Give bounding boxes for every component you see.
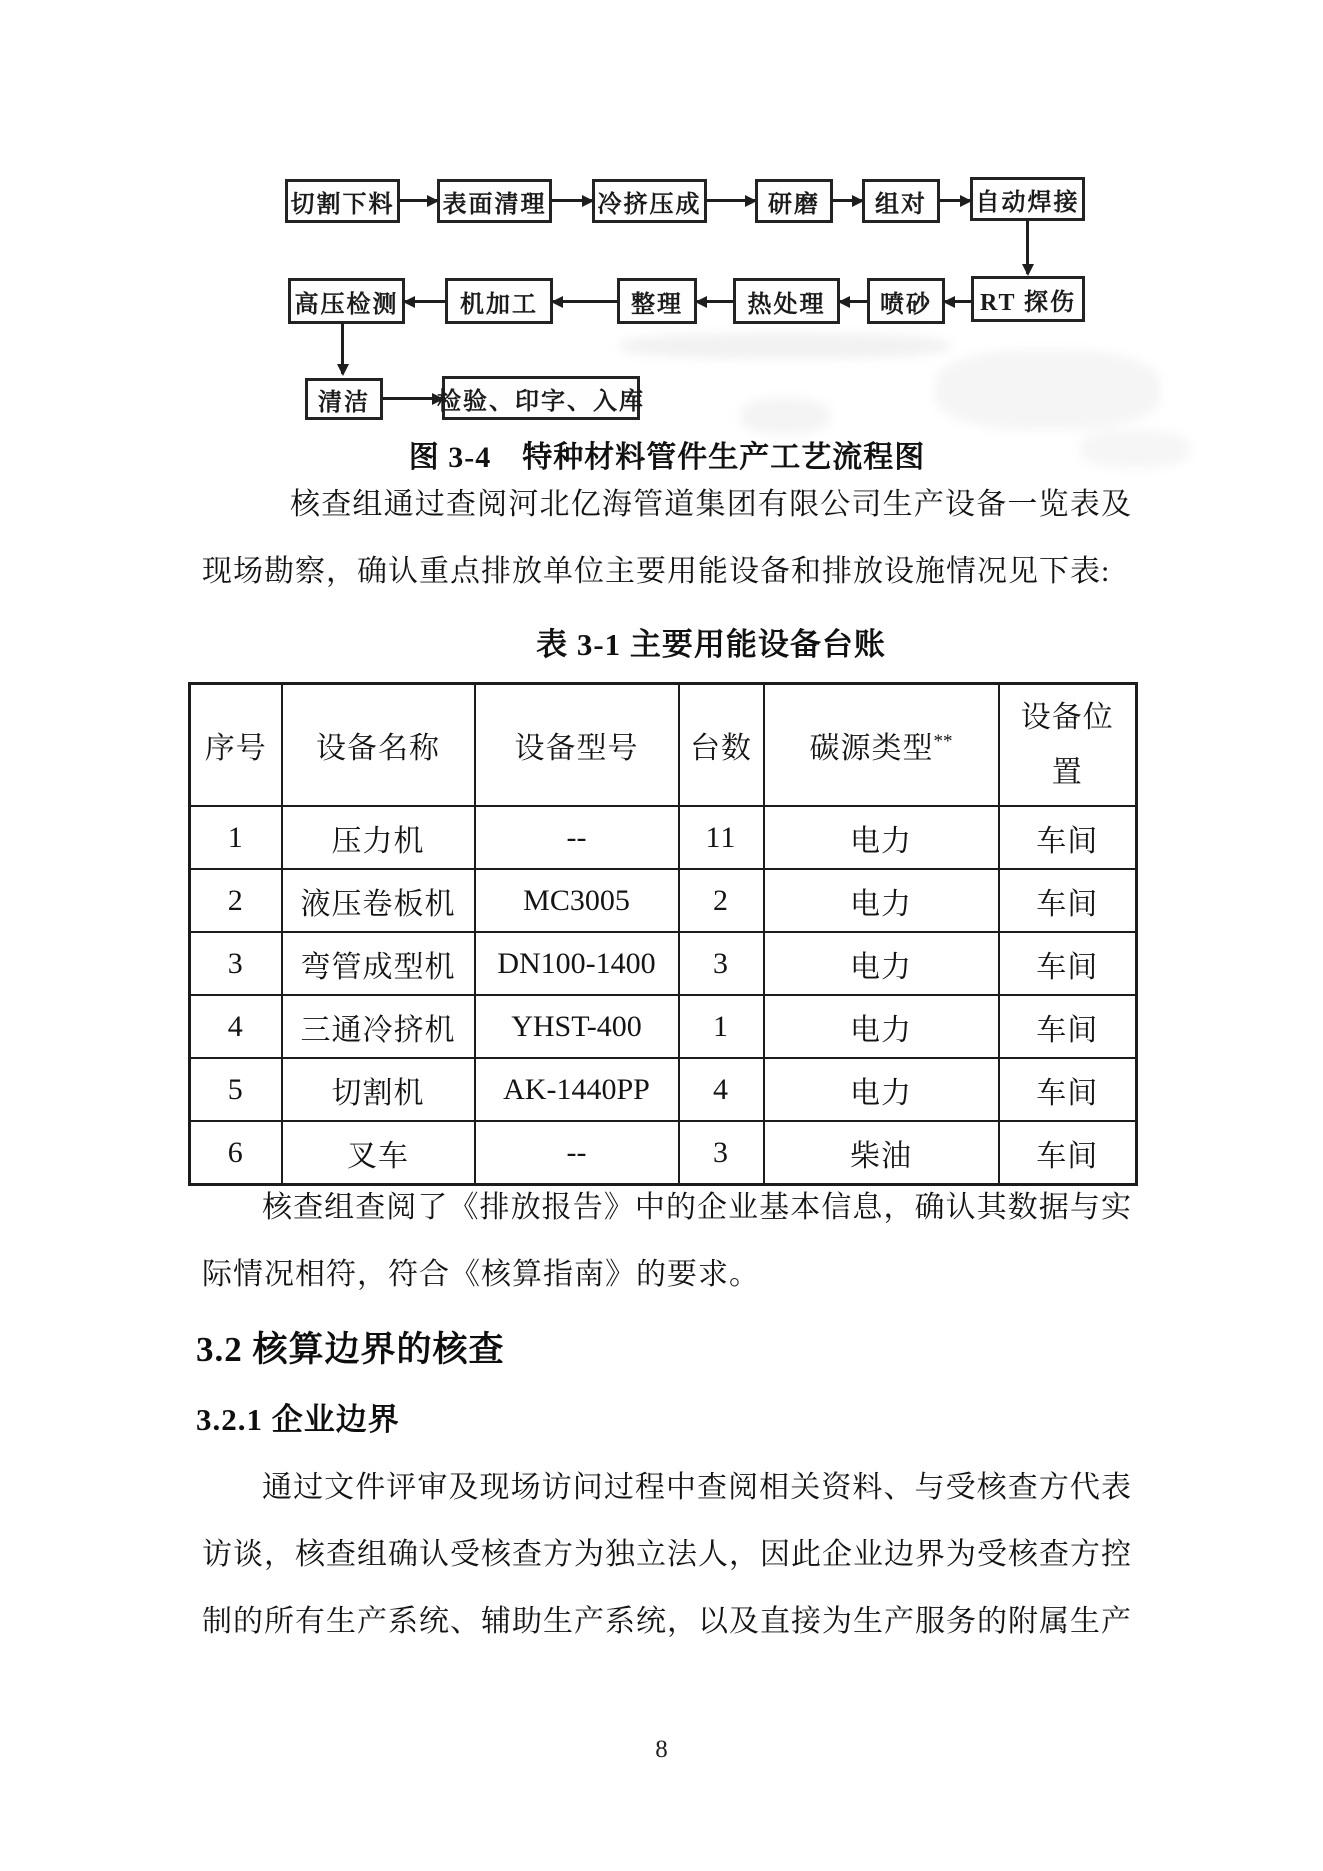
cell-index: 3 (190, 932, 282, 995)
flow-step-assembly: 组对 (862, 179, 940, 223)
arrow-left-icon (697, 300, 733, 303)
arrow-right-icon (940, 199, 970, 202)
paragraph-line: 现场勘察，确认重点排放单位主要用能设备和排放设施情况见下表: (202, 555, 1111, 588)
cell-carbon-source: 电力 (764, 932, 999, 995)
cell-device-location: 车间 (999, 1121, 1137, 1185)
flow-step-hp-test: 高压检测 (288, 278, 405, 324)
flow-step-inspection-marking-storage: 检验、印字、入库 (442, 376, 640, 420)
paragraph-3 (202, 1454, 1132, 1655)
table-row (190, 806, 1137, 869)
flow-step-rt-inspection: RT 探伤 (971, 276, 1085, 322)
cell-device-location: 车间 (999, 1058, 1137, 1121)
paragraph-line: 际情况相符，符合《核算指南》的要求。 (202, 1258, 760, 1291)
flow-step-machining: 机加工 (445, 278, 553, 324)
cell-carbon-source: 电力 (764, 869, 999, 932)
cell-index: 6 (190, 1121, 282, 1185)
table-header-row (190, 684, 1137, 807)
arrow-right-icon (383, 397, 442, 400)
col-header-device-location: 设备位置 (999, 684, 1137, 807)
cell-carbon-source: 电力 (764, 995, 999, 1058)
table-title: 表 3-1 主要用能设备台账 (536, 627, 886, 662)
flow-step-finishing: 整理 (617, 278, 697, 324)
arrow-right-icon (833, 199, 862, 202)
arrow-down-icon (341, 324, 344, 374)
flow-step-surface-cleaning: 表面清理 (437, 179, 552, 223)
section-heading-3-2: 3.2 核算边界的核查 (196, 1330, 505, 1369)
footnote-marker: ** (933, 731, 953, 752)
cell-device-name: 叉车 (282, 1121, 475, 1185)
col-header-index: 序号 (190, 684, 282, 807)
section-heading-3-2-1: 3.2.1 企业边界 (196, 1402, 400, 1437)
arrow-left-icon (405, 300, 445, 303)
paragraph-line: 核查组查阅了《排放报告》中的企业基本信息，确认其数据与实 (262, 1191, 1132, 1224)
arrow-right-icon (707, 199, 755, 202)
flow-step-cleaning: 清洁 (305, 378, 383, 420)
cell-device-model: -- (475, 1121, 679, 1185)
cell-carbon-source: 柴油 (764, 1121, 999, 1185)
col-header-device-name: 设备名称 (282, 684, 475, 807)
flow-step-cutting: 切割下料 (285, 179, 400, 223)
cell-index: 1 (190, 806, 282, 869)
paragraph-1 (202, 471, 1132, 605)
table-row (190, 995, 1137, 1058)
table-row (190, 1058, 1137, 1121)
arrow-left-icon (840, 300, 867, 303)
arrow-right-icon (552, 199, 592, 202)
paragraph-2 (202, 1174, 1132, 1308)
cell-device-name: 弯管成型机 (282, 932, 475, 995)
table-row (190, 869, 1137, 932)
cell-count: 3 (679, 932, 764, 995)
cell-count: 11 (679, 806, 764, 869)
cell-device-location: 车间 (999, 995, 1137, 1058)
cell-carbon-source: 电力 (764, 1058, 999, 1121)
equipment-table (188, 682, 1138, 1186)
paragraph-line: 制的所有生产系统、辅助生产系统，以及直接为生产服务的附属生产 (202, 1605, 1132, 1638)
cell-count: 3 (679, 1121, 764, 1185)
paragraph-line: 通过文件评审及现场访问过程中查阅相关资料、与受核查方代表 (262, 1471, 1132, 1504)
arrow-left-icon (553, 300, 617, 303)
arrow-right-icon (400, 199, 437, 202)
figure-caption: 图 3-4 特种材料管件生产工艺流程图 (408, 441, 926, 474)
cell-count: 2 (679, 869, 764, 932)
cell-device-model: YHST-400 (475, 995, 679, 1058)
page-number: 8 (655, 1736, 668, 1763)
cell-device-location: 车间 (999, 932, 1137, 995)
cell-device-location: 车间 (999, 806, 1137, 869)
cell-device-name: 液压卷板机 (282, 869, 475, 932)
cell-device-model: -- (475, 806, 679, 869)
cell-index: 2 (190, 869, 282, 932)
col-header-count: 台数 (679, 684, 764, 807)
scan-smudge (620, 333, 950, 359)
paragraph-line: 访谈，核查组确认受核查方为独立法人，因此企业边界为受核查方控 (202, 1538, 1132, 1571)
flow-step-sandblasting: 喷砂 (867, 278, 945, 324)
flow-step-heat-treatment: 热处理 (733, 278, 840, 324)
flow-step-cold-extrusion: 冷挤压成 (592, 179, 707, 223)
cell-carbon-source: 电力 (764, 806, 999, 869)
flow-step-auto-welding: 自动焊接 (970, 177, 1085, 221)
col-header-device-model: 设备型号 (475, 684, 679, 807)
cell-count: 1 (679, 995, 764, 1058)
col-header-carbon-source: 碳源类型** (764, 684, 999, 807)
cell-device-model: AK-1440PP (475, 1058, 679, 1121)
cell-index: 4 (190, 995, 282, 1058)
table-row (190, 932, 1137, 995)
cell-device-name: 切割机 (282, 1058, 475, 1121)
cell-device-location: 车间 (999, 869, 1137, 932)
cell-device-name: 三通冷挤机 (282, 995, 475, 1058)
cell-device-model: MC3005 (475, 869, 679, 932)
cell-device-model: DN100-1400 (475, 932, 679, 995)
cell-count: 4 (679, 1058, 764, 1121)
process-flowchart-figure (0, 0, 1323, 480)
cell-index: 5 (190, 1058, 282, 1121)
cell-device-name: 压力机 (282, 806, 475, 869)
paragraph-line: 核查组通过查阅河北亿海管道集团有限公司生产设备一览表及 (290, 488, 1132, 521)
flow-step-grinding: 研磨 (755, 179, 833, 223)
arrow-down-icon (1026, 221, 1029, 274)
scan-smudge (740, 398, 830, 434)
arrow-left-icon (945, 300, 971, 303)
scan-smudge (935, 350, 1160, 430)
